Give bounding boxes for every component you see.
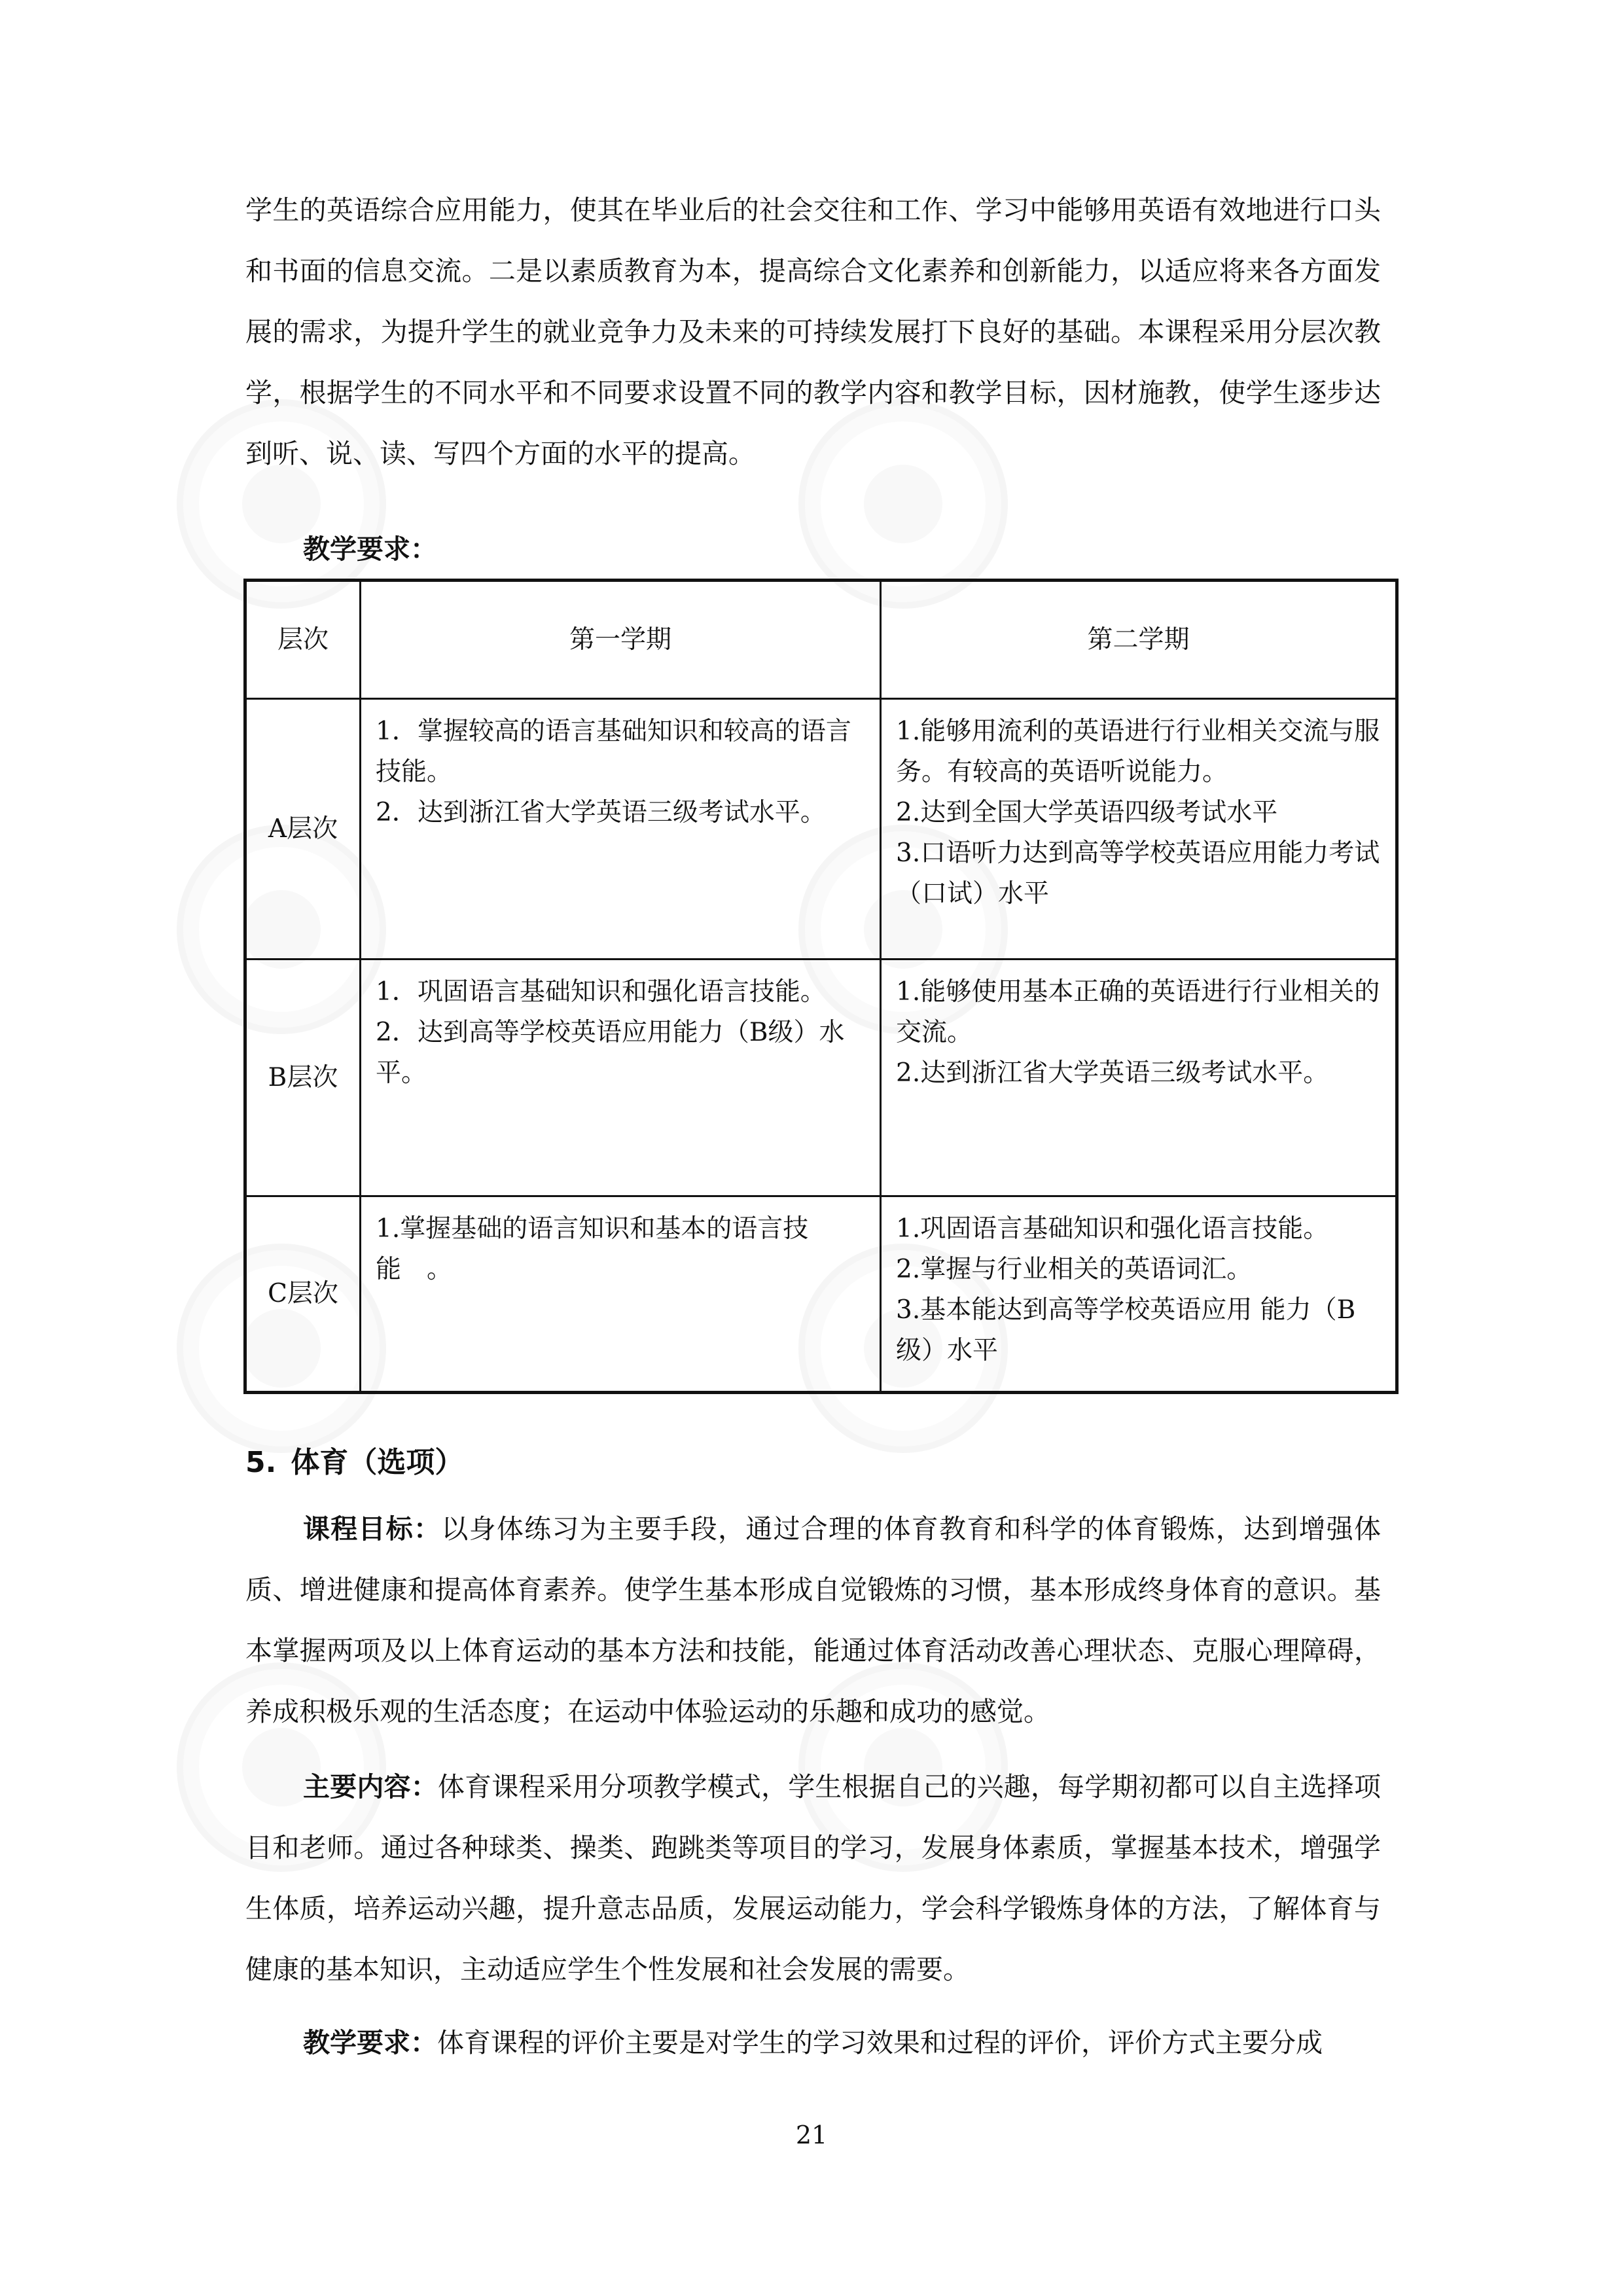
requirement-item: 1.能够用流利的英语进行行业相关交流与服务。有较高的英语听说能力。 [896,717,1380,787]
table-row [245,1196,1397,1393]
requirement-item: 2．达到高等学校英语应用能力（B级）水平。 [376,1018,845,1088]
header-semester1: 第一学期 [361,581,881,699]
teaching-requirements-table [243,579,1399,1394]
semester2-cell [881,960,1397,1196]
header-semester2: 第二学期 [881,581,1397,699]
main-content-paragraph [245,1757,1381,2000]
requirement-item: 1.能够使用基本正确的英语进行行业相关的交流。 [896,977,1380,1047]
course-goal-paragraph [245,1499,1381,1742]
course-goal-text: 以身体练习为主要手段，通过合理的体育教育和科学的体育锻炼，达到增强体质、增进健康和提高体育素养。使学生基本形成自觉锻炼的习惯，基本形成终身体育的意识。基本掌握两项及以上体育运动的基本方法和技能，能通过体育活动改善心理状态、克服心理障碍，养成积极乐观的生活态度；在运动中体验运动的乐趣和成功的感觉。 [245,1513,1382,1727]
section-title: 体育（选项） [291,1446,464,1479]
requirement-item: 2．达到浙江省大学英语三级考试水平。 [376,798,826,827]
table-header-row [245,581,1397,699]
level-cell: A层次 [245,699,361,960]
requirement-item: 2.达到浙江省大学英语三级考试水平。 [896,1058,1329,1088]
header-level: 层次 [245,581,361,699]
requirement-item: 1．掌握较高的语言基础知识和较高的语言技能。 [376,717,851,787]
intro-paragraph: 学生的英语综合应用能力，使其在毕业后的社会交往和工作、学习中能够用英语有效地进行口头和书面的信息交流。二是以素质教育为本，提高综合文化素养和创新能力，以适应将来各方面发展的需求，为提升学生的就业竞争力及未来的可持续发展打下良好的基础。本课程采用分层次教学，根据学生的不同水平和不同要求设置不同的教学内容和教学目标，因材施教，使学生逐步达到听、说、读、写四个方面的水平的提高。 [245,194,1381,469]
semester2-cell [881,1196,1397,1393]
teaching-req-text: 体育课程的评价主要是对学生的学习效果和过程的评价，评价方式主要分成 [437,2027,1323,2058]
level-cell: B层次 [245,960,361,1196]
level-cell: C层次 [245,1196,361,1393]
semester1-cell [361,699,881,960]
main-content-text: 体育课程采用分项教学模式，学生根据自己的兴趣，每学期初都可以自主选择项目和老师。通过各种球类、操类、跑跳类等项目的学习，发展身体素质，掌握基本技术，增强学生体质，培养运动兴趣，提升意志品质，发展运动能力，学会科学锻炼身体的方法，了解体育与健康的基本知识，主动适应学生个性发展和社会发展的需要。 [245,1771,1382,1985]
requirement-item: 3.基本能达到高等学校英语应用 能力（B级）水平 [896,1295,1356,1365]
page-number: 21 [795,2121,828,2149]
requirement-item: 1.巩固语言基础知识和强化语言技能。 [896,1214,1329,1244]
teaching-req-label: 教学要求： [303,2027,437,2058]
requirement-item: 1．巩固语言基础知识和强化语言技能。 [376,977,826,1007]
semester1-cell [361,1196,881,1393]
teaching-req-paragraph [245,2013,1381,2073]
main-content-label: 主要内容： [303,1771,438,1803]
requirement-item: 2.达到全国大学英语四级考试水平 [896,798,1278,827]
section-heading [245,1437,463,1489]
table-row [245,960,1397,1196]
table-row [245,699,1397,960]
section-number: 5. [245,1446,277,1479]
course-goal-label: 课程目标： [303,1513,442,1545]
teaching-requirements-label: 教学要求： [303,533,437,565]
requirement-item: 3.口语听力达到高等学校英语应用能力考试（口试）水平 [896,838,1380,908]
requirement-item: 2.掌握与行业相关的英语词汇。 [896,1255,1253,1284]
semester1-cell [361,960,881,1196]
semester2-cell [881,699,1397,960]
requirement-item: 1.掌握基础的语言知识和基本的语言技能 。 [376,1214,809,1284]
